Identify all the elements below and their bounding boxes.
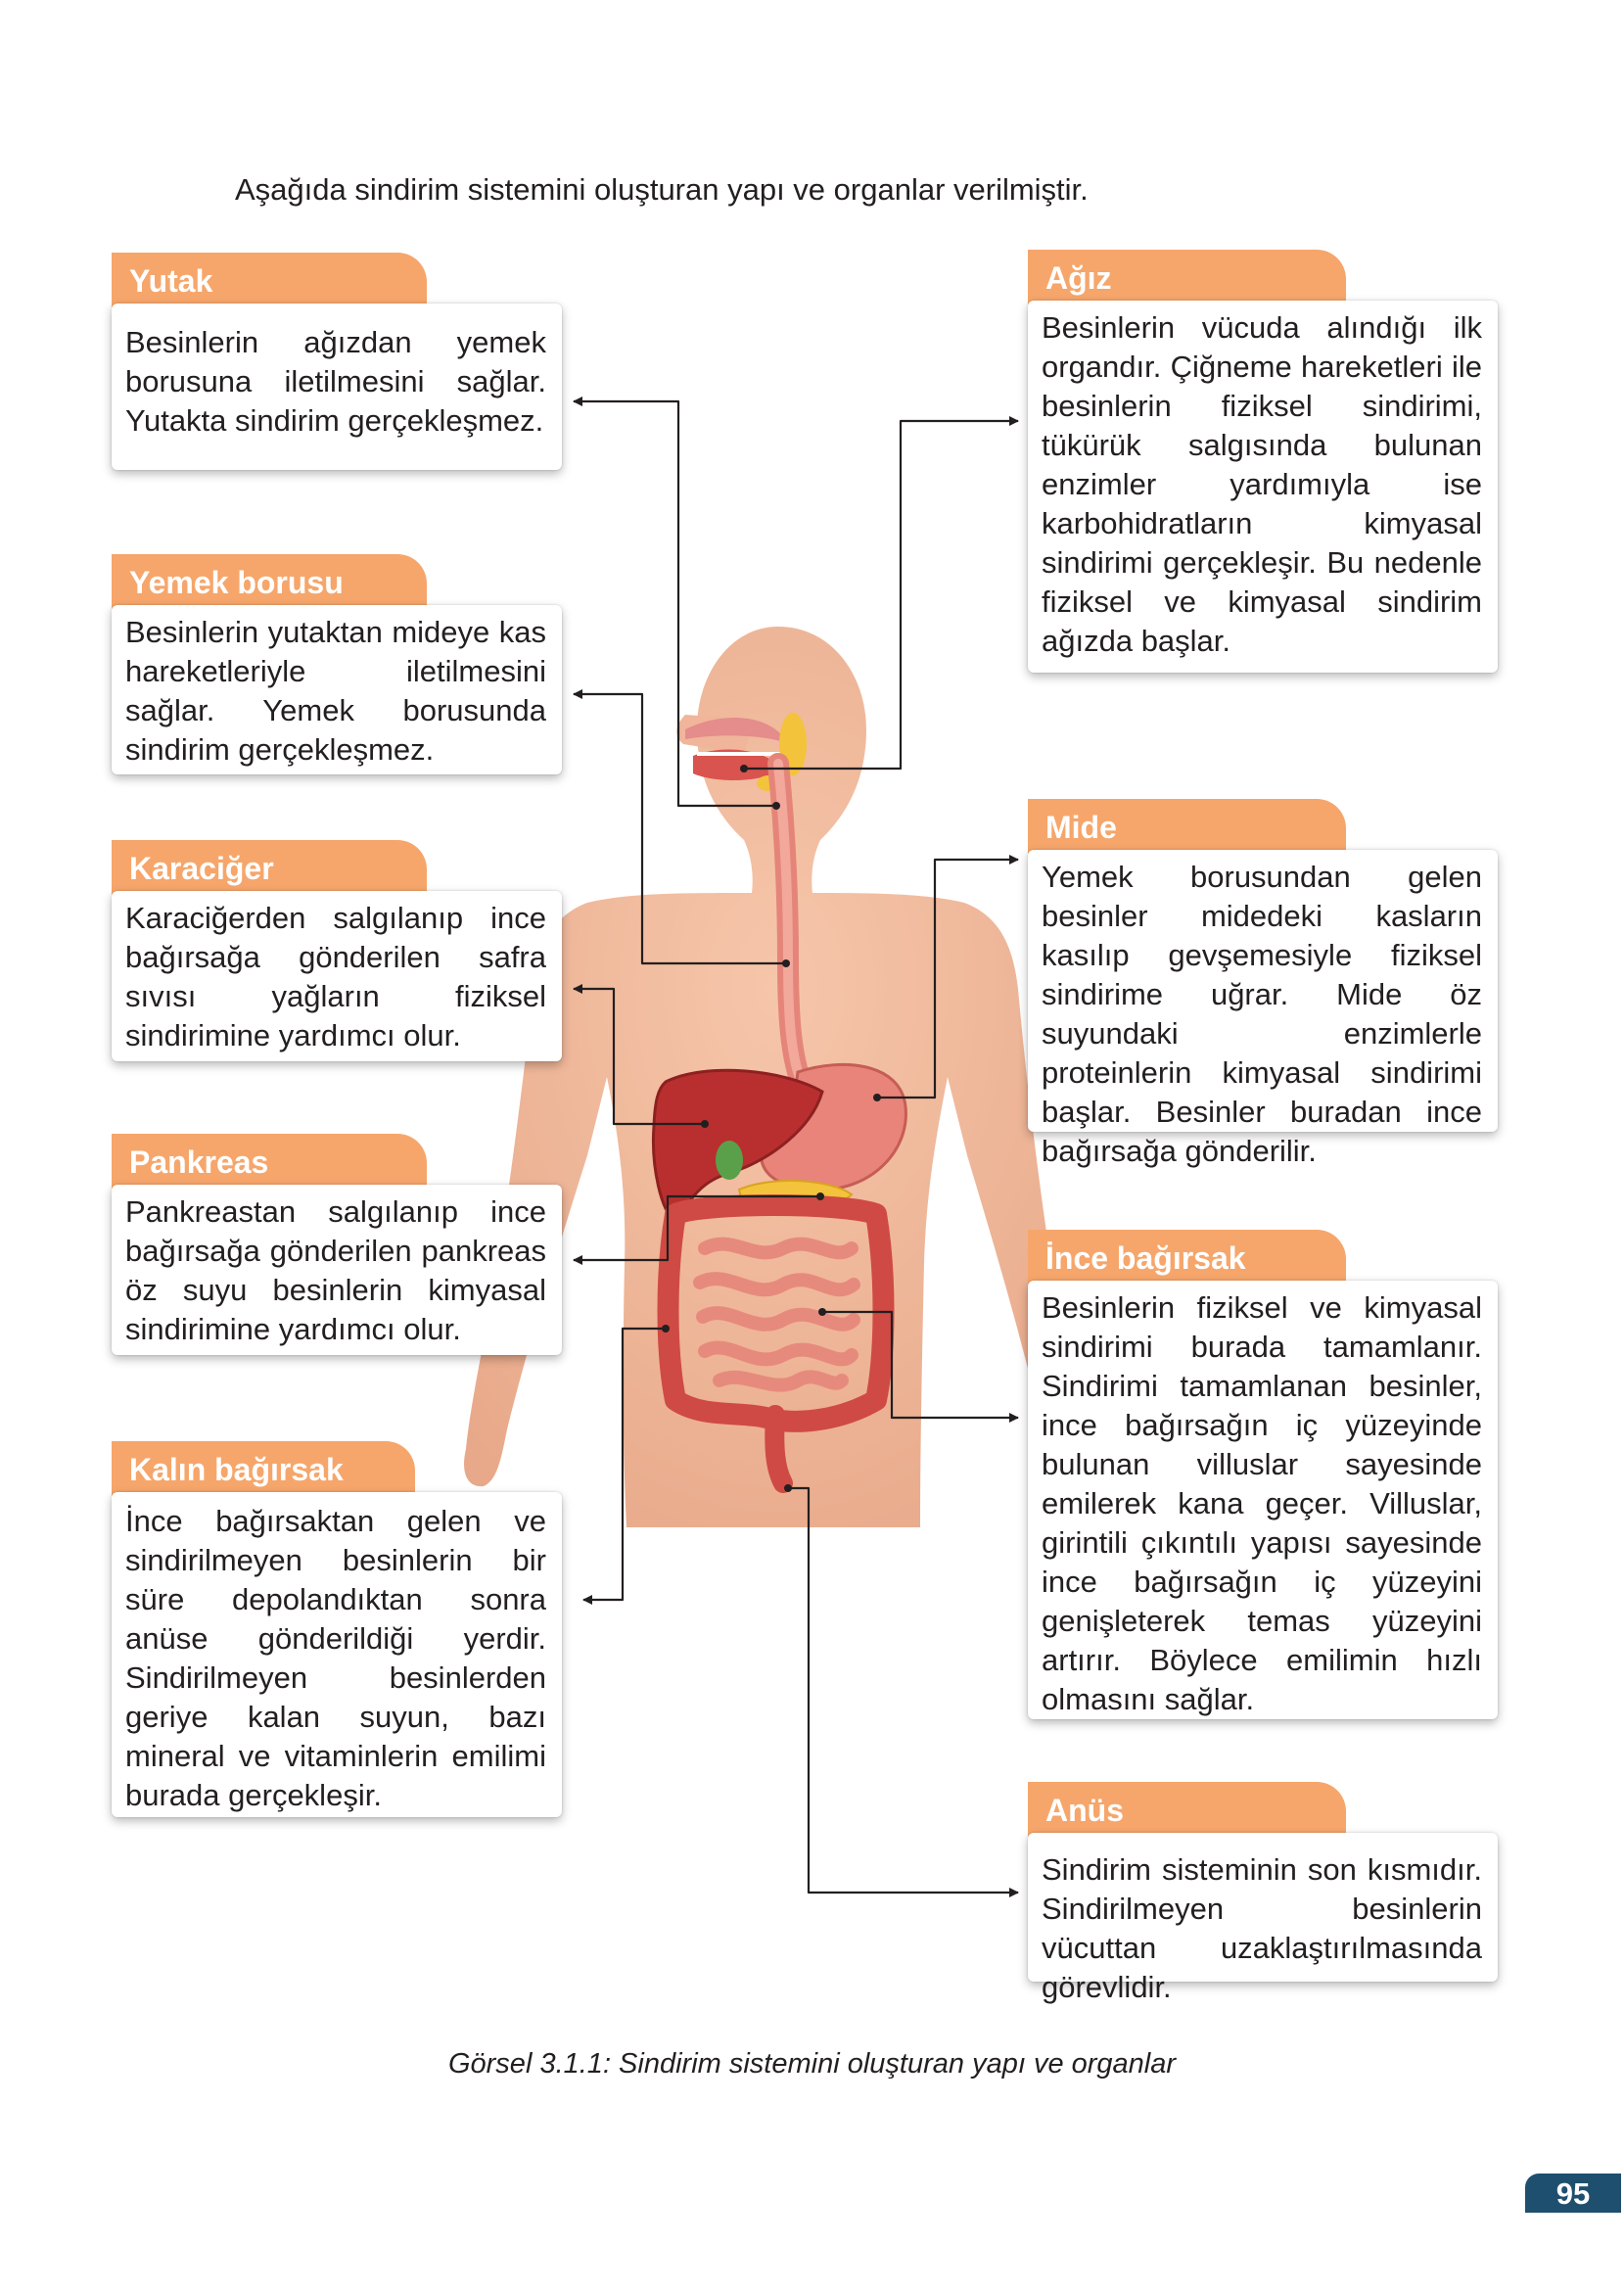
card-yutak-text: Besinlerin ağızdan yemek borusuna iletilmesini sağlar. Yutakta sindirim gerçekleşmez. [112,304,562,470]
connector-anus [788,1488,1018,1893]
card-pankreas-text: Pankreastan salgılanıp ince bağırsağa gönderilen pankreas öz suyu besinlerin kimyasal sindirimine yardımcı olur. [112,1185,562,1355]
page-number: 95 [1525,2174,1621,2213]
card-karaciger-title: Karaciğer [112,840,427,895]
rectum [774,1415,783,1483]
card-agiz-text: Besinlerin vücuda alındığı ilk organdır. Çiğneme hareketleri ile besinlerin fiziksel sindirimi, tükürük salgısında bulunan enzimler yardımıyla ise karbohidratların kimyasal sindirimi gerçekleşir. Bu nedenle fiziksel ve kimyasal sindirim ağızda başlar. [1028,301,1498,673]
card-kalin-bagirsak-text: İnce bağırsaktan gelen ve sindirilmeyen besinlerin bir süre depolandıktan sonra anüse gönderildiği yerdir. Sindirilmeyen besinlerden geriye kalan suyun, bazı mineral ve vitaminlerin emilimi burada gerçekleşir. [112,1492,562,1817]
card-karaciger [112,840,562,1061]
figure-caption: Görsel 3.1.1: Sindirim sistemini oluşturan yapı ve organlar [447,2048,1177,2080]
card-ince-bagirsak [1028,1230,1498,1719]
card-pankreas [112,1134,562,1355]
card-yutak [112,253,562,470]
card-karaciger-text: Karaciğerden salgılanıp ince bağırsağa gönderilen safra sıvısı yağların fiziksel sindirimine yardımcı olur. [112,891,562,1061]
intro-text: Aşağıda sindirim sistemini oluşturan yapı ve organlar verilmiştir. [235,172,1089,207]
card-yemek-borusu-text: Besinlerin yutaktan mideye kas hareketleriyle iletilmesini sağlar. Yemek borusunda sindirim gerçekleşmez. [112,605,562,774]
card-anus [1028,1782,1498,2004]
card-anus-title: Anüs [1028,1782,1346,1837]
card-pankreas-title: Pankreas [112,1134,427,1189]
card-yutak-title: Yutak [112,253,427,307]
gallbladder [716,1141,743,1180]
card-agiz [1028,250,1498,673]
card-mide-title: Mide [1028,799,1346,854]
card-kalin-bagirsak-title: Kalın bağırsak [112,1441,415,1496]
card-mide-text: Yemek borusundan gelen besinler midedeki kasların kasılıp gevşemesiyle fiziksel sindirime uğrar. Mide öz suyundaki enzimlerle proteinlerin kimyasal sindirimi başlar. Besinler buradan ince bağırsağa gönderilir. [1028,850,1498,1132]
card-ince-bagirsak-title: İnce bağırsak [1028,1230,1346,1285]
card-yemek-borusu [112,554,562,774]
card-mide [1028,799,1498,1168]
card-anus-text: Sindirim sisteminin son kısmıdır. Sindirilmeyen besinlerin vücuttan uzaklaştırılmasında görevlidir. [1028,1833,1498,1982]
card-ince-bagirsak-text: Besinlerin fiziksel ve kimyasal sindirimi burada tamamlanır. Sindirimi tamamlanan besinler, ince bağırsağın iç yüzeyinde bulunan villuslar sayesinde emilerek kana geçer. Villuslar, girintili çıkıntılı yapısı sayesinde ince bağırsağın iç yüzeyini genişleterek temas yüzeyini artırır. Böylece emilimin hızlı olmasını sağlar. [1028,1281,1498,1719]
card-kalin-bagirsak [112,1441,562,1817]
card-yemek-borusu-title: Yemek borusu [112,554,427,609]
card-agiz-title: Ağız [1028,250,1346,304]
